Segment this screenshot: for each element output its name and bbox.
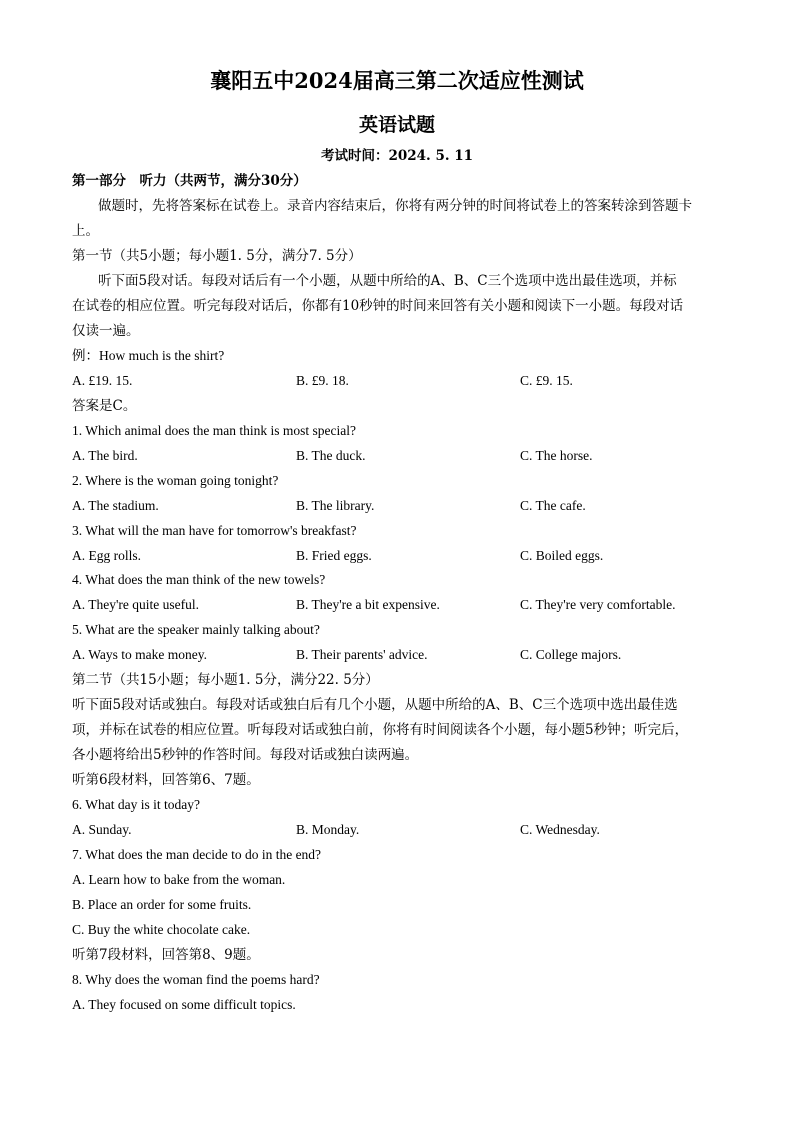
material-7-note: 听第7段材料，回答第8、9题。 [72,947,260,963]
question-5-options [72,646,732,664]
exam-time: 考试时间：2024. 5. 11 [320,148,474,164]
question-2-options [72,497,732,515]
section1-instr-line1: 听下面5段对话。每段对话后有一个小题，从题中所给的A、B、C三个选项中选出最佳选项，并标 [98,273,677,289]
option-a: A. They're quite useful. [72,597,200,612]
option-c: C. Boiled eggs. [520,548,604,563]
option-c: C. They're very comfortable. [520,597,676,612]
option-c: C. The cafe. [520,498,586,513]
question-3: 3. What will the man have for tomorrow's breakfast? [72,523,357,538]
option-a: A. The stadium. [72,498,159,513]
option-b: B. £9. 18. [296,373,349,388]
section2-instr-line1: 听下面5段对话或独白。每段对话或独白后有几个小题，从题中所给的A、B、C三个选项中选出最佳选 [72,697,678,713]
section2-instr-line3: 各小题将给出5秒钟的作答时间。每段对话或独白读两遍。 [72,747,419,763]
option-b: B. The duck. [296,448,366,463]
material-6-note: 听第6段材料，回答第6、7题。 [72,772,260,788]
example-options [72,372,732,390]
section1-instr-line3: 仅读一遍。 [72,323,140,339]
option-a: A. Ways to make money. [72,647,208,662]
question-1-options [72,447,732,465]
question-6: 6. What day is it today? [72,797,200,812]
option-a: A. £19. 15. [72,373,133,388]
part1-intro-line1: 做题时，先将答案标在试卷上。录音内容结束后，你将有两分钟的时间将试卷上的答案转涂到答题卡 [98,198,692,214]
option-b: B. The library. [296,498,375,513]
option-a: A. Egg rolls. [72,548,141,563]
option-b: B. Their parents' advice. [296,647,428,662]
section1-instr-line2: 在试卷的相应位置。听完每段对话后，你都有10秒钟的时间来回答有关小题和阅读下一小题。每段对话 [72,298,684,314]
subject-title: 英语试题 [358,114,435,136]
question-3-options [72,547,732,565]
example-question: 例：How much is the shirt? [72,348,225,363]
question-8-option-a: A. They focused on some difficult topics. [72,997,296,1012]
question-8: 8. Why does the woman find the poems hard? [72,972,320,987]
option-b: B. They're a bit expensive. [296,597,440,612]
option-a: A. The bird. [72,448,138,463]
example-answer: 答案是C。 [72,398,137,414]
section1-heading: 第一节（共5小题；每小题1. 5分，满分7. 5分） [72,248,362,264]
exam-title: 襄阳五中2024届高三第二次适应性测试 [210,68,584,93]
question-6-options [72,821,732,839]
question-7-option-a: A. Learn how to bake from the woman. [72,872,286,887]
option-c: C. £9. 15. [520,373,573,388]
question-4: 4. What does the man think of the new towels? [72,572,326,587]
option-b: B. Monday. [296,822,360,837]
option-c: C. College majors. [520,647,622,662]
question-7: 7. What does the man decide to do in the end? [72,847,322,862]
question-5: 5. What are the speaker mainly talking about? [72,622,320,637]
section2-heading: 第二节（共15小题；每小题1. 5分，满分22. 5分） [72,672,379,688]
option-b: B. Fried eggs. [296,548,372,563]
question-7-option-c: C. Buy the white chocolate cake. [72,922,251,937]
part1-intro-line2: 上。 [72,223,99,239]
question-1: 1. Which animal does the man think is most special? [72,423,356,438]
question-4-options [72,596,732,614]
question-7-option-b: B. Place an order for some fruits. [72,897,252,912]
section2-instr-line2: 项，并标在试卷的相应位置。听每段对话或独白前，你将有时间阅读各个小题，每小题5秒钟；听完后， [72,722,689,738]
question-2: 2. Where is the woman going tonight? [72,473,279,488]
option-a: A. Sunday. [72,822,132,837]
part1-heading: 第一部分 听力（共两节，满分30分） [72,173,307,189]
option-c: C. Wednesday. [520,822,600,837]
option-c: C. The horse. [520,448,593,463]
